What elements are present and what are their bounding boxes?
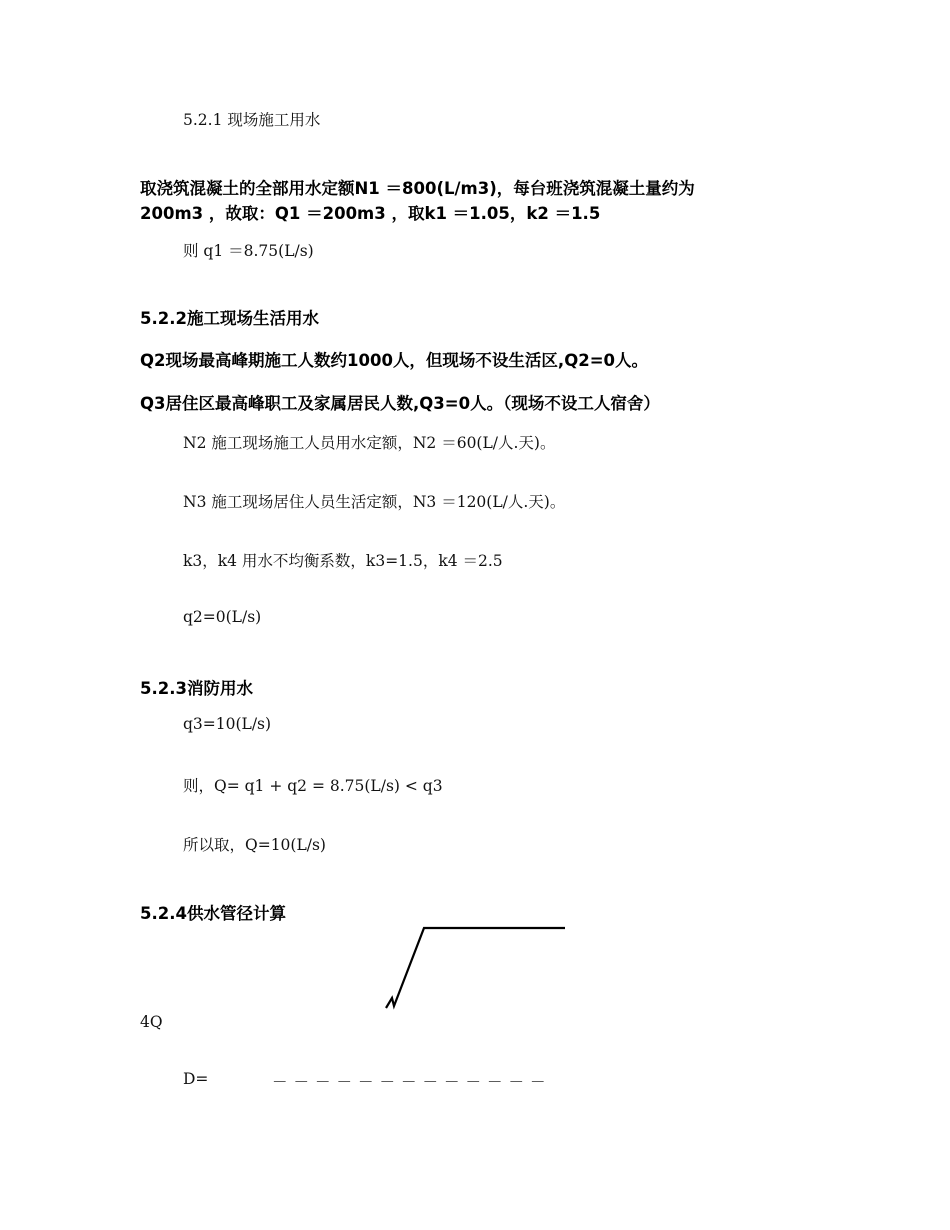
section-5-2-4-title: 5.2.4供水管径计算 xyxy=(140,904,286,923)
k-coefficients: k3，k4 用水不均衡系数，k3=1.5，k4 ＝2.5 xyxy=(183,552,503,570)
q3-result: q3=10(L/s) xyxy=(183,715,272,733)
q1-result: 则 q1 ＝8.75(L/s) xyxy=(183,242,314,260)
section-5-2-3-title: 5.2.3消防用水 xyxy=(140,679,253,698)
section-5-2-1-title: 5.2.1 现场施工用水 xyxy=(183,111,321,129)
square-root-symbol xyxy=(380,920,570,1015)
paragraph-line: 取浇筑混凝土的全部用水定额N1 ＝800(L/m3)，每台班浇筑混凝土量约为 xyxy=(140,179,695,198)
q-comparison: 则，Q= q1 + q2 = 8.75(L/s) < q3 xyxy=(183,777,443,795)
section-5-2-2-title: 5.2.2施工现场生活用水 xyxy=(140,309,319,328)
n2-definition: N2 施工现场施工人员用水定额，N2 ＝60(L/人.天)。 xyxy=(183,434,556,452)
q2-result: q2=0(L/s) xyxy=(183,608,262,626)
paragraph-line: 200m3 ，故取：Q1 ＝200m3 ，取k1 ＝1.05，k2 ＝1.5 xyxy=(140,204,601,223)
q-final: 所以取，Q=10(L/s) xyxy=(183,836,326,854)
n3-definition: N3 施工现场居住人员生活定额，N3 ＝120(L/人.天)。 xyxy=(183,493,566,511)
formula-numerator: 4Q xyxy=(140,1013,163,1031)
q3-paragraph: Q3居住区最高峰职工及家属居民人数,Q3=0人。（现场不设工人宿舍） xyxy=(140,394,660,413)
q2-paragraph: Q2现场最高峰期施工人数约1000人，但现场不设生活区,Q2=0人。 xyxy=(140,351,649,370)
formula-lhs: D= xyxy=(183,1070,209,1088)
fraction-bar: －－－－－－－－－－－－－ xyxy=(272,1073,552,1091)
